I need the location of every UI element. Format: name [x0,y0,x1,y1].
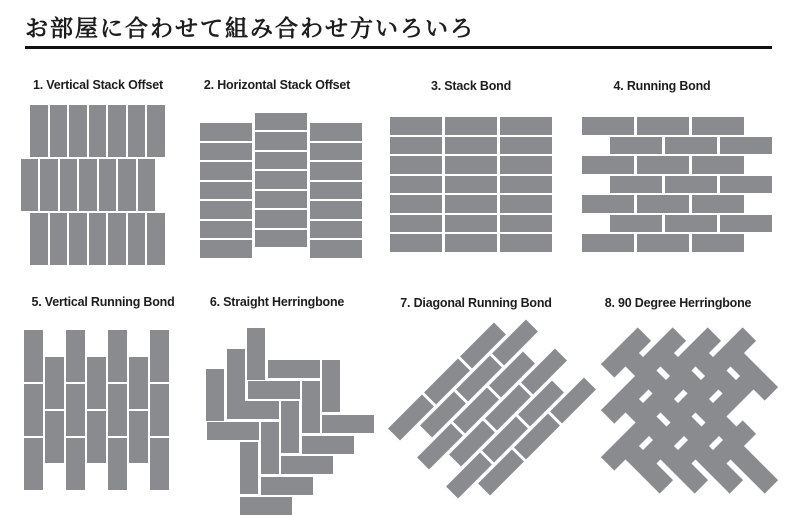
tile [610,137,662,155]
tile [255,113,307,131]
tile [87,411,106,463]
tile [207,422,259,440]
tile [45,411,64,463]
tile [147,105,165,157]
tile [500,176,552,194]
tile [390,117,442,135]
tile [255,210,307,228]
tile [281,401,299,453]
tile [637,234,689,252]
tile [108,384,127,436]
tile [200,182,252,200]
tile [390,195,442,213]
tile [445,176,497,194]
tile [66,330,85,382]
tile [500,195,552,213]
tile [302,381,320,433]
tile [582,195,634,213]
tile [50,105,68,157]
tile [582,117,634,135]
tile [200,162,252,180]
tile [66,384,85,436]
tile [445,234,497,252]
pattern-label-2: 2. Horizontal Stack Offset [203,77,351,92]
tile [255,230,307,248]
tile [129,357,148,409]
tile [240,497,292,515]
tile [500,137,552,155]
tile [281,456,333,474]
tile [248,381,300,399]
tile [147,213,165,265]
tile [30,213,48,265]
tile [310,123,362,141]
tile [247,328,265,380]
pattern-label-4: 4. Running Bond [613,78,711,93]
tile [500,234,552,252]
tile [108,330,127,382]
tile [310,162,362,180]
tile [610,215,662,233]
page-title: お部屋に合わせて組み合わせ方いろいろ [25,15,475,41]
tile [200,240,252,258]
tile [692,117,744,135]
tile [60,159,78,211]
pattern-label-5: 5. Vertical Running Bond [31,294,175,309]
tile [500,156,552,174]
tile [610,176,662,194]
tile [445,195,497,213]
tile [310,182,362,200]
tile [89,213,107,265]
tile [322,360,340,412]
tile [268,360,320,378]
tile [390,156,442,174]
tile [227,349,245,401]
pattern-label-1: 1. Vertical Stack Offset [33,77,163,92]
tile [720,215,772,233]
tile [108,105,126,157]
tile [45,357,64,409]
pattern-label-7: 7. Diagonal Running Bond [400,295,552,310]
tile [720,176,772,194]
tile [637,195,689,213]
tile [500,215,552,233]
tile [692,156,744,174]
tile [40,159,58,211]
tile [478,449,524,495]
tile [665,215,717,233]
tile [150,330,169,382]
tile [692,234,744,252]
tile [514,413,560,459]
pattern-label-6: 6. Straight Herringbone [209,294,345,309]
tile [390,215,442,233]
tile [108,213,126,265]
tile [24,330,43,382]
tile [200,201,252,219]
tile [720,137,772,155]
tile [445,215,497,233]
tile [24,438,43,490]
tile [692,195,744,213]
tile [390,176,442,194]
tile [87,357,106,409]
tile [582,234,634,252]
pattern-label-3: 3. Stack Bond [430,78,512,93]
tile [240,442,258,494]
tile [24,384,43,436]
tile [445,137,497,155]
tile [200,123,252,141]
tile [310,221,362,239]
tile [108,438,127,490]
tile [445,117,497,135]
tile [30,105,48,157]
tile [200,221,252,239]
tile [255,132,307,150]
tile [128,213,146,265]
tile [310,240,362,258]
tile [69,213,87,265]
tile [79,159,97,211]
tile [206,369,224,421]
tile [255,171,307,189]
tile [89,105,107,157]
tile [637,156,689,174]
tile [665,137,717,155]
tile [310,143,362,161]
tile [582,156,634,174]
tile [150,438,169,490]
tile [66,438,85,490]
tile [129,411,148,463]
tile [390,137,442,155]
tile [118,159,136,211]
tile [150,384,169,436]
tile [665,176,717,194]
tile [637,117,689,135]
tile [99,159,117,211]
tile [302,436,354,454]
pattern-label-8: 8. 90 Degree Herringbone [604,295,752,310]
tile [21,159,39,211]
tile [390,234,442,252]
tile [445,156,497,174]
tile [255,152,307,170]
tile [69,105,87,157]
tile [255,191,307,209]
tile [128,105,146,157]
tile [227,401,279,419]
tile [322,415,374,433]
tile [261,477,313,495]
tile [310,201,362,219]
tile [261,422,279,474]
tile [550,377,596,423]
tile [138,159,156,211]
tile [200,143,252,161]
tile [500,117,552,135]
tile [50,213,68,265]
